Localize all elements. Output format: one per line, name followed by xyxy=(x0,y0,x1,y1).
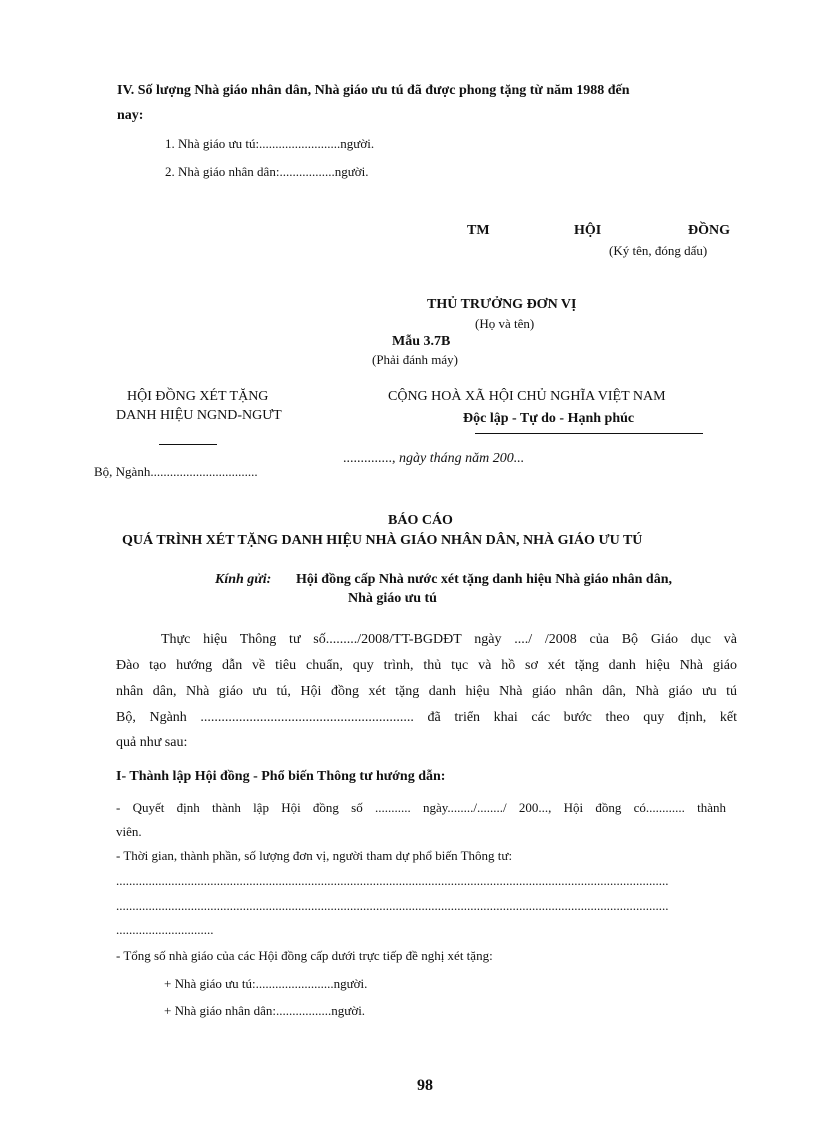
ministry-line: Bộ, Ngành................................. xyxy=(94,464,258,479)
signature-dong: ĐỒNG xyxy=(688,223,730,238)
report-title: BÁO CÁO xyxy=(388,513,453,528)
council-name-line1: HỘI ĐỒNG XÉT TẶNG xyxy=(127,389,269,404)
time-line: - Thời gian, thành phần, số lượng đơn vị, người tham dự phổ biến Thông tư: xyxy=(116,848,513,863)
total-line: - Tổng số nhà giáo của các Hội đồng cấp dưới trực tiếp đề nghị xét tặng: xyxy=(116,948,493,963)
intro-line3: nhân dân, Nhà giáo ưu tú, Hội đồng xét tặng danh hiệu Nhà giáo nhân dân, Nhà giáo ưu tú xyxy=(116,684,737,699)
dotted-line-3: .............................. xyxy=(116,922,214,937)
signature-hoi: HỘI xyxy=(574,223,602,238)
date-line xyxy=(343,451,524,467)
intro-line4: Bộ, Ngành ............................................................. đã triển khai các bước theo quy định, kết xyxy=(116,710,737,725)
page-number: 98 xyxy=(417,1077,433,1094)
head-of-unit-title: THỦ TRƯỞNG ĐƠN VỊ xyxy=(427,297,577,312)
recipient-line1: Hội đồng cấp Nhà nước xét tặng danh hiệu Nhà giáo nhân dân, xyxy=(296,572,672,587)
signature-tm: TM xyxy=(467,223,490,238)
recipient-label: Kính gửi: xyxy=(215,572,272,587)
sub-item-2: + Nhà giáo nhân dân:.................người. xyxy=(164,1003,366,1018)
dotted-line-1: .......................................................................................................................................................................... xyxy=(116,873,669,888)
section-i-heading: I- Thành lập Hội đồng - Phổ biến Thông tư hướng dẫn: xyxy=(116,769,446,784)
date-text: ngày tháng năm 200... xyxy=(395,451,525,466)
sub-item-1: + Nhà giáo ưu tú:........................người. xyxy=(164,976,368,991)
signature-note: (Ký tên, đóng dấu) xyxy=(609,243,708,258)
intro-line1: Thực hiệu Thông tư số........./2008/TT-BGDĐT ngày ..../ /2008 của Bộ Giáo dục và xyxy=(161,632,737,647)
national-title: CỘNG HOÀ XÃ HỘI CHỦ NGHĨA VIỆT NAM xyxy=(388,389,666,404)
decision-line2: viên. xyxy=(116,824,142,839)
section-iv-heading-line2: nay: xyxy=(117,108,144,123)
intro-line5: quả như sau: xyxy=(116,735,188,750)
head-of-unit-note: (Họ và tên) xyxy=(475,316,535,331)
section-iv-item-2: 2. Nhà giáo nhân dân:.................người. xyxy=(165,164,369,179)
council-name-line2: DANH HIỆU NGND-NGƯT xyxy=(116,408,282,423)
recipient-line2: Nhà giáo ưu tú xyxy=(348,591,437,606)
date-prefix: .............., xyxy=(343,451,396,466)
council-underline xyxy=(159,444,217,445)
section-iv-heading-line1: IV. Số lượng Nhà giáo nhân dân, Nhà giáo ưu tú đã được phong tặng từ năm 1988 đến xyxy=(117,83,630,98)
intro-line2: Đào tạo hướng dẫn về tiêu chuẩn, quy trình, thủ tục và hồ sơ xét tặng danh hiệu Nhà giáo xyxy=(116,658,737,673)
dotted-line-2: .......................................................................................................................................................................... xyxy=(116,898,669,913)
form-code: Mẫu 3.7B xyxy=(392,334,451,349)
national-motto: Độc lập - Tự do - Hạnh phúc xyxy=(463,411,635,426)
section-iv-item-1: 1. Nhà giáo ưu tú:.........................người. xyxy=(165,136,375,151)
report-subtitle: QUÁ TRÌNH XÉT TẶNG DANH HIỆU NHÀ GIÁO NHÂN DÂN, NHÀ GIÁO ƯU TÚ xyxy=(122,533,643,548)
motto-underline xyxy=(475,433,703,434)
form-note: (Phải đánh máy) xyxy=(372,352,458,367)
decision-line1: - Quyết định thành lập Hội đồng số ........... ngày......../......../ 200..., Hội đồng có............ thành xyxy=(116,800,726,815)
